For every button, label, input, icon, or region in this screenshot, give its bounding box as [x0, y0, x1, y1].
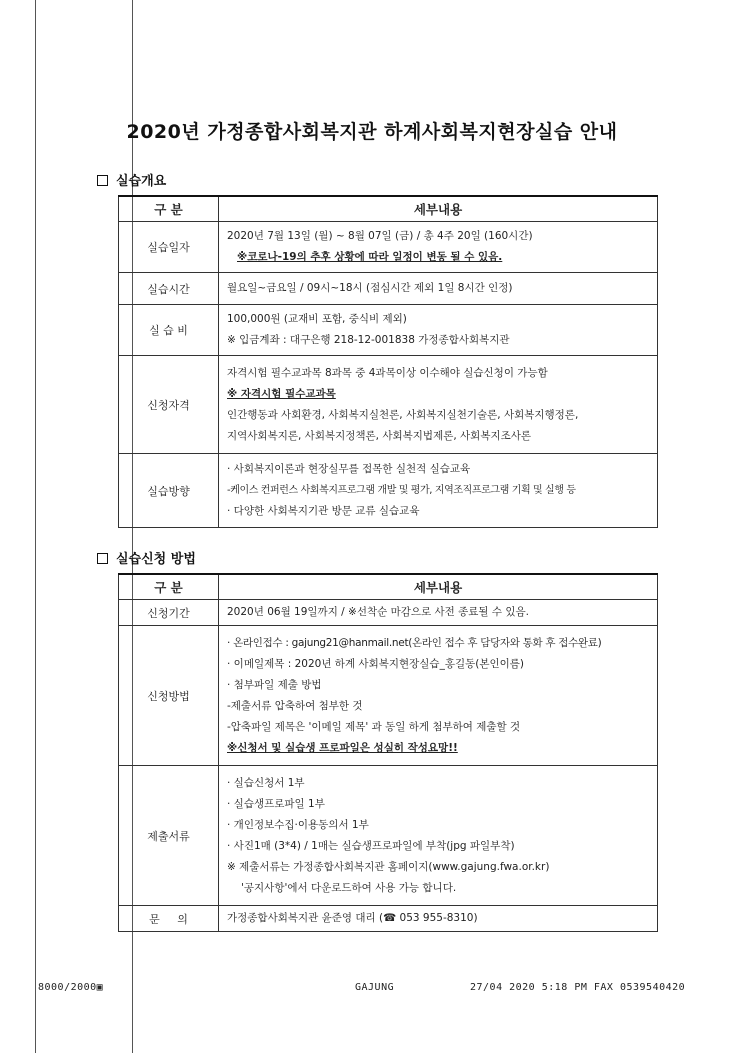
row-text: 자격시험 필수교과목 8과목 중 4과목이상 이수해야 실습신청이 가능함 [227, 366, 548, 379]
section-heading-overview: 실습개요 [97, 170, 166, 189]
square-bullet-icon [97, 553, 108, 564]
row-label: 실 습 비 [119, 305, 219, 356]
row-text: 2020년 06월 19일까지 / ※선착순 마감으로 사전 종료될 수 있음. [227, 606, 530, 618]
row-label: 신청기간 [119, 600, 219, 626]
scan-line-left [35, 0, 36, 1053]
row-label: 문 의 [119, 906, 219, 932]
row-text: · 온라인접수 : gajung21@hanmail.net(온라인 접수 후 담당자와 통화 후 접수완료) [227, 636, 602, 649]
row-text: 가정종합사회복지관 윤준영 대리 (☎ 053 955-8310) [227, 912, 478, 924]
column-header-category: 구 분 [119, 574, 219, 600]
row-text: · 실습생프로파일 1부 [227, 797, 325, 810]
table-header-row [119, 574, 658, 600]
row-text: · 이메일제목 : 2020년 하계 사회복지현장실습_홍길동(본인이름) [227, 657, 525, 670]
table-row [119, 356, 658, 454]
row-text: · 사회복지이론과 현장실무를 접목한 실천적 실습교육 [227, 463, 471, 475]
page-title: 2020년 가정종합사회복지관 하계사회복지현장실습 안내 [126, 121, 618, 143]
column-header-category: 구 분 [119, 196, 219, 222]
row-label: 신청자격 [119, 356, 219, 454]
table-row [119, 222, 658, 273]
row-text: 2020년 7월 13일 (월) ~ 8월 07일 (금) / 총 4주 20일 (160시간) [227, 230, 533, 242]
table-row [119, 906, 658, 932]
row-text: ※ 자격시험 필수교과목 [227, 387, 336, 400]
row-text: ※ 제출서류는 가정종합사회복지관 홈페이지(www.gajung.fwa.or.kr) [227, 860, 550, 873]
section-heading-application: 실습신청 방법 [97, 548, 196, 567]
row-text: 인간행동과 사회환경, 사회복지실천론, 사회복지실천기술론, 사회복지행정론, [227, 408, 579, 421]
row-text: · 첨부파일 제출 방법 [227, 678, 322, 691]
row-label: 실습방향 [119, 454, 219, 528]
row-text: ※신청서 및 실습생 프로파일은 성실히 작성요망!! [227, 741, 458, 754]
square-bullet-icon [97, 175, 108, 186]
row-text: · 개인정보수집·이용동의서 1부 [227, 818, 369, 831]
row-text: 100,000원 (교재비 포함, 중식비 제외) [227, 313, 407, 325]
application-table [118, 573, 658, 932]
table-row [119, 273, 658, 305]
row-text: -제출서류 압축하여 첨부한 것 [227, 699, 363, 712]
row-text: · 다양한 사회복지기관 방문 교류 실습교육 [227, 505, 420, 517]
row-text: ※코로나-19의 추후 상황에 따라 일정이 변동 될 수 있음. [237, 251, 503, 263]
row-label: 신청방법 [119, 626, 219, 766]
fax-footer-right: 27/04 2020 5:18 PM FAX 0539540420 [470, 982, 686, 993]
row-label: 실습일자 [119, 222, 219, 273]
table-header-row [119, 196, 658, 222]
overview-table [118, 195, 658, 528]
table-row [119, 766, 658, 906]
row-text: 월요일~금요일 / 09시~18시 (점심시간 제외 1일 8시간 인정) [227, 282, 513, 294]
fax-footer-middle: GAJUNG [355, 982, 395, 993]
table-row [119, 600, 658, 626]
row-text: -케이스 컨퍼런스 사회복지프로그램 개발 및 평가, 지역조직프로그램 기획 및 실행 등 [227, 485, 576, 496]
column-header-detail: 세부내용 [219, 196, 658, 222]
row-text: '공지사항'에서 다운로드하여 사용 가능 합니다. [241, 881, 457, 894]
row-label: 제출서류 [119, 766, 219, 906]
row-text: 지역사회복지론, 사회복지정책론, 사회복지법제론, 사회복지조사론 [227, 429, 532, 442]
fax-footer-left: 8000/2000▣ [38, 982, 104, 993]
table-row [119, 626, 658, 766]
column-header-detail: 세부내용 [219, 574, 658, 600]
row-text: -압축파일 제목은 '이메일 제목' 과 동일 하게 첨부하여 제출할 것 [227, 720, 521, 733]
row-text: ※ 입금계좌 : 대구은행 218-12-001838 가정종합사회복지관 [227, 334, 510, 346]
row-label: 실습시간 [119, 273, 219, 305]
row-text: · 사진1매 (3*4) / 1매는 실습생프로파일에 부착(jpg 파일부착) [227, 839, 515, 852]
table-row [119, 305, 658, 356]
row-text: · 실습신청서 1부 [227, 776, 305, 789]
table-row [119, 454, 658, 528]
